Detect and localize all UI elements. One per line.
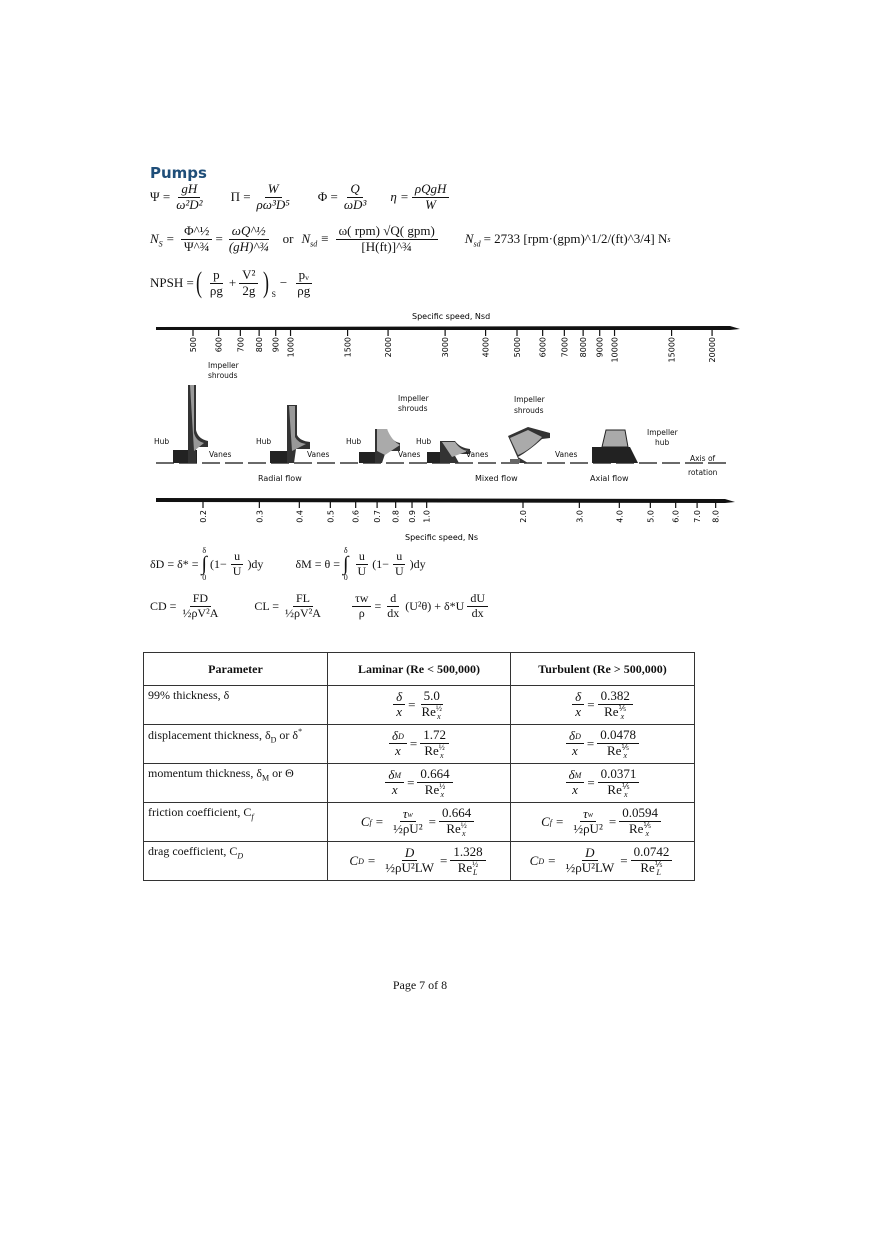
- text: (1−: [210, 556, 227, 571]
- header-parameter: Parameter: [144, 653, 328, 686]
- fraction: [619, 806, 661, 838]
- ns-tick-label: 0.5: [326, 510, 336, 523]
- u-over-U: [355, 550, 370, 579]
- nsd-tick-label: 9000: [595, 337, 605, 358]
- nsd-tick-label: 800: [255, 337, 265, 353]
- parameter-cell: [144, 725, 328, 764]
- math-term: D: [404, 844, 415, 860]
- math-term: Re ⅕ x: [604, 703, 627, 721]
- fraction: [597, 728, 639, 760]
- math-term: 0.382: [600, 688, 630, 704]
- equals: =: [166, 231, 175, 247]
- nsd-tick-label: 3000: [441, 337, 451, 358]
- displacement-lhs: δD = δ* =: [150, 556, 199, 571]
- fraction: [572, 690, 584, 721]
- num: p: [210, 268, 223, 284]
- fraction: [382, 846, 437, 877]
- npsh-equation: [150, 268, 316, 299]
- nsd-tick-label: 20000: [708, 337, 718, 363]
- fraction: [566, 729, 584, 760]
- table-row: [144, 803, 695, 842]
- math-term: Re ⅕ x: [606, 742, 630, 760]
- den: U: [232, 563, 242, 578]
- ns-fraction-2: [226, 224, 272, 255]
- parameter-text: or δ: [276, 728, 299, 742]
- num: FD: [190, 592, 211, 607]
- section-heading: Pumps: [150, 164, 207, 182]
- npsh-fraction-3: [294, 268, 313, 299]
- eta-fraction: [412, 182, 450, 213]
- math-term: ½ρU²LW: [565, 860, 615, 876]
- table-row: [144, 842, 695, 881]
- fraction: [566, 768, 585, 799]
- math-term: x: [391, 782, 398, 798]
- label-mixed-flow: Mixed flow: [475, 474, 518, 483]
- top-axis-title: Specific speed, Nsd: [412, 312, 491, 321]
- label-impeller-shrouds-3: Impeller: [514, 395, 545, 404]
- nsd-tick-label: 1500: [343, 337, 353, 358]
- label-impeller-shrouds-1b: shrouds: [208, 371, 238, 380]
- ns-symbol: [150, 231, 163, 249]
- math-term: x: [575, 704, 582, 720]
- radial-impeller-1: [173, 385, 208, 463]
- math-term: Re ⅕ x: [628, 820, 652, 838]
- math-term: 0.664: [441, 805, 472, 821]
- phi-lhs: Φ =: [317, 189, 338, 205]
- den: ½ρV²A: [182, 605, 219, 620]
- ns-tick-label: 0.7: [373, 510, 383, 523]
- pi-fraction: [254, 182, 293, 213]
- ns-base: N: [150, 230, 159, 246]
- den: dx: [471, 605, 484, 620]
- math-term: τ w: [402, 805, 413, 821]
- den: ω²D²: [176, 196, 203, 212]
- nsd-tick-label: 700: [236, 337, 246, 353]
- parameter-cell: [144, 803, 328, 842]
- int: ∫: [201, 553, 207, 576]
- num: d: [387, 592, 399, 607]
- math-term: Re ⅕ L: [640, 859, 663, 877]
- nsd-tick-label: 500: [189, 337, 198, 353]
- fraction: [389, 729, 407, 760]
- nsd-fraction: [336, 224, 438, 255]
- math-term: δ M: [388, 766, 402, 782]
- coefficient-equations: [150, 592, 491, 621]
- formula-cell: δ M x = 0.0371 Re ⅕ x: [511, 764, 695, 803]
- math-term: Re ½ x: [424, 742, 445, 760]
- math-term: 0.664: [420, 766, 450, 782]
- ns-tick-label: 0.3: [255, 510, 265, 523]
- momentum-lhs: δM = θ =: [295, 556, 341, 571]
- formula-cell: $\frac{\delta}{x}$ = 5.0 Re ½ x: [328, 686, 511, 725]
- math-term: C f: [360, 813, 372, 829]
- fraction: [420, 728, 449, 760]
- den: U: [357, 563, 367, 578]
- math-term: x: [572, 782, 578, 798]
- label-vanes-5: Vanes: [555, 450, 578, 459]
- nsd-tick-label: 900: [271, 337, 281, 353]
- den: Ψ^¾: [184, 238, 210, 254]
- nsd-tick-label: 15000: [667, 337, 677, 363]
- boundary-layer-table: [143, 652, 695, 881]
- parameter-text: f: [251, 812, 254, 822]
- thickness-integrals: [150, 546, 426, 582]
- math-term: 0.0742: [633, 844, 670, 860]
- math-term: ½ρU²: [393, 821, 423, 837]
- ns-sub: S: [158, 239, 163, 249]
- num: ωQ^½: [229, 224, 269, 240]
- parameter-text: D: [237, 851, 244, 861]
- ns-tick-label: 2.0: [519, 510, 528, 523]
- bottom-axis-title: Specific speed, Ns: [405, 533, 479, 542]
- cd-fraction: [179, 592, 221, 621]
- diagram-labels: [154, 361, 718, 483]
- fraction: [439, 806, 474, 838]
- table-row: [144, 725, 695, 764]
- math-term: Re ⅕ x: [607, 781, 630, 799]
- math-term: 5.0: [423, 688, 440, 704]
- label-vanes-4: Vanes: [466, 450, 489, 459]
- den: ωD³: [343, 196, 367, 212]
- num: ρQgH: [412, 182, 450, 198]
- label-hub-1: Hub: [154, 437, 170, 446]
- ns-tick-label: 6.0: [671, 510, 681, 523]
- num: Q: [347, 182, 362, 198]
- math-term: x: [572, 743, 578, 759]
- dU-over-dx: [467, 592, 488, 621]
- int: ∫: [343, 553, 349, 576]
- equiv: ≡: [321, 231, 329, 247]
- parameter-text: displacement thickness, δ: [148, 728, 271, 742]
- paren-open: (: [195, 266, 202, 300]
- den: U: [394, 563, 404, 578]
- den: ρg: [209, 282, 223, 298]
- fraction: [570, 807, 606, 838]
- fraction: [417, 767, 452, 799]
- nsd-base: N: [464, 230, 474, 246]
- ns-tick-label: 8.0: [711, 510, 721, 523]
- math-term: ½ρU²: [573, 821, 603, 837]
- label-impeller-shrouds-3b: shrouds: [514, 406, 544, 415]
- den: ρg: [297, 282, 311, 298]
- nsd-tick-label: 1000: [286, 337, 296, 358]
- label-axis-of-rotation: Axis of: [690, 454, 716, 463]
- ns-tick-label: 7.0: [693, 510, 703, 523]
- nsd-tick-label: 4000: [481, 337, 491, 358]
- nsd-tick-label: 6000: [538, 337, 548, 358]
- upper: δ: [202, 546, 207, 555]
- plus: +: [228, 275, 237, 291]
- paren-close: ): [263, 266, 270, 300]
- nsd-symbol: [301, 231, 317, 249]
- nsd-tick-label: 600: [214, 337, 224, 353]
- nsd-conversion: = 2733 [rpm·(gpm)^1/2/(ft)^3/4] N: [483, 231, 668, 247]
- label-impeller-shrouds-2b: shrouds: [398, 404, 428, 413]
- math-term: ½ρU²LW: [385, 860, 434, 876]
- specific-speed-equation: [150, 224, 671, 255]
- math-term: Re ½ x: [424, 781, 446, 799]
- text: (1−: [372, 556, 389, 571]
- formula-cell: C D = $\frac{D}{\text{½ρU²LW}}$ = 0.0742 Re ⅕ L: [511, 842, 695, 881]
- den: ρ: [358, 605, 365, 620]
- math-term: δ D: [392, 727, 404, 743]
- formula-cell: C f = τ w ½ρU² = 0.664 Re ½ x: [328, 803, 511, 842]
- pi-lhs: Π =: [230, 189, 251, 205]
- den: W: [425, 196, 437, 212]
- cl-lhs: CL =: [254, 598, 280, 613]
- bottom-axis-ticks: [199, 502, 721, 523]
- num: FL: [293, 592, 313, 607]
- lower: 0: [202, 573, 207, 583]
- ns-tick-label: 1.0: [422, 510, 432, 523]
- header-turbulent: Turbulent (Re > 500,000): [511, 653, 695, 686]
- math-term: δ D: [569, 727, 581, 743]
- math-term: Re ½ x: [421, 703, 442, 721]
- ns-tick-label: 5.0: [646, 510, 656, 523]
- text: )dy: [247, 556, 264, 571]
- fraction: [418, 689, 444, 721]
- nsd-tick-label: 7000: [560, 337, 570, 358]
- tau-over-rho: [352, 592, 372, 621]
- top-axis-ticks: [189, 330, 717, 362]
- nsd-tick-label: 10000: [610, 337, 620, 363]
- ns-tick-label: 0.2: [199, 510, 208, 523]
- npsh-sub: S: [271, 289, 276, 299]
- text: )dy: [409, 556, 426, 571]
- fraction: [390, 807, 426, 838]
- math-term: C f: [541, 813, 552, 829]
- header-laminar: Laminar (Re < 500,000): [328, 653, 511, 686]
- math-term: D: [585, 844, 595, 860]
- formula-cell: δ M x = 0.664 Re ½ x: [328, 764, 511, 803]
- nsd-symbol-2: [465, 231, 481, 249]
- parameter-cell: [144, 686, 328, 725]
- fraction: [562, 846, 617, 877]
- nsd-base: N: [301, 230, 311, 246]
- axial-impeller: [592, 430, 638, 463]
- ns-tick-label: 0.8: [391, 510, 401, 523]
- npsh-lhs: NPSH =: [150, 275, 194, 291]
- parameter-text: friction coefficient, C: [148, 805, 252, 819]
- integral-sign: [202, 546, 207, 582]
- den: (gH)^¾: [228, 238, 269, 254]
- math-term: Re ½ x: [446, 820, 467, 838]
- top-axis-line: [156, 326, 740, 330]
- ns-tick-label: 0.6: [351, 510, 361, 523]
- cl-fraction: [282, 592, 324, 621]
- fraction: [598, 689, 633, 721]
- math-term: δ M: [568, 766, 582, 782]
- nsd-tick-label: 8000: [579, 337, 589, 358]
- integral-sign: [343, 546, 348, 582]
- num: W: [265, 182, 282, 198]
- fraction: [385, 768, 404, 799]
- fraction: [393, 690, 405, 721]
- npsh-fraction-2: [239, 268, 258, 299]
- label-hub-2: Hub: [256, 437, 272, 446]
- formula-cell: $\frac{\delta}{x}$ = 0.382 Re ⅕ x: [511, 686, 695, 725]
- math-term: τ w: [583, 805, 594, 821]
- num: gH: [178, 182, 200, 198]
- eta-lhs: η =: [390, 189, 409, 205]
- page-number: Page 7 of 8: [392, 978, 448, 992]
- ns-tick-label: 0.9: [408, 510, 418, 523]
- math-term: 1.328: [453, 844, 483, 860]
- conv-sub: s: [667, 234, 671, 244]
- u-over-U: [392, 550, 407, 579]
- math-term: δ: [575, 688, 582, 704]
- u-over-U: [230, 550, 245, 579]
- nsd-tick-label: 2000: [384, 337, 394, 358]
- label-vanes-2: Vanes: [307, 450, 330, 459]
- table-row: [144, 764, 695, 803]
- fraction: [631, 845, 673, 877]
- den: ½ρV²A: [285, 605, 321, 620]
- label-impeller-shrouds-1: Impeller: [208, 361, 239, 370]
- bottom-axis-line: [156, 498, 735, 503]
- equals: =: [374, 598, 382, 613]
- math-term: C D: [349, 852, 364, 868]
- table-row: [144, 686, 695, 725]
- parameter-cell: [144, 842, 328, 881]
- label-axis-of-rotation-b: rotation: [688, 468, 718, 477]
- radial-impeller-2: [270, 405, 310, 463]
- ns-tick-label: 4.0: [615, 510, 625, 523]
- phi-fraction: [341, 182, 369, 213]
- formula-cell: δ D x = 1.72 Re ½ x: [328, 725, 511, 764]
- psi-fraction: [173, 182, 205, 213]
- d-over-dx: [384, 592, 402, 621]
- parameter-cell: [144, 764, 328, 803]
- math-term: δ: [396, 688, 403, 704]
- label-axial-flow: Axial flow: [590, 474, 629, 483]
- num: u: [231, 550, 243, 565]
- minus: −: [279, 275, 288, 291]
- ns-tick-label: 3.0: [575, 510, 585, 523]
- fraction: [598, 767, 640, 799]
- num: τw: [352, 592, 372, 607]
- mixed-impeller-2: [427, 441, 470, 463]
- label-impeller-shrouds-2: Impeller: [398, 394, 429, 403]
- label-impeller-hub-b: hub: [655, 438, 670, 447]
- formula-cell: C f = τ w ½ρU² = 0.0594 Re ⅕ x: [511, 803, 695, 842]
- parameter-text: 99% thickness, δ: [148, 688, 230, 702]
- parameter-text: M: [261, 773, 270, 783]
- mixed-impeller-3: [508, 427, 550, 463]
- label-hub-3: Hub: [346, 437, 362, 446]
- den: 2g: [242, 282, 256, 298]
- specific-speed-diagram: [150, 305, 750, 545]
- num: V²: [239, 268, 258, 284]
- math-term: 0.0478: [600, 727, 636, 743]
- upper: δ: [343, 546, 348, 555]
- num: u: [393, 550, 405, 565]
- label-impeller-hub: Impeller: [647, 428, 678, 437]
- lower: 0: [343, 573, 348, 583]
- parameter-text: or Θ: [269, 766, 294, 780]
- ns-tick-label: 0.4: [295, 510, 305, 523]
- num: dU: [467, 592, 488, 607]
- math-term: 0.0371: [600, 766, 637, 782]
- label-vanes-3: Vanes: [398, 450, 421, 459]
- math-term: C D: [529, 852, 545, 868]
- parameter-text: drag coefficient, C: [148, 844, 238, 858]
- nsd-sub: sd: [310, 239, 318, 249]
- label-radial-flow: Radial flow: [258, 474, 302, 483]
- parameter-text: *: [298, 727, 303, 736]
- fraction: [450, 845, 485, 877]
- text: (U²θ) + δ*U: [405, 598, 465, 613]
- num: ω( rpm) √Q( gpm): [336, 224, 438, 240]
- math-term: Re ½ L: [457, 859, 479, 877]
- psi-lhs: Ψ =: [150, 189, 171, 205]
- math-term: 1.72: [423, 727, 446, 743]
- or-text: or: [282, 231, 294, 247]
- formula-cell: δ D x = 0.0478 Re ⅕ x: [511, 725, 695, 764]
- cd-lhs: CD =: [150, 598, 177, 613]
- num: pᵥ: [296, 268, 312, 284]
- math-term: 0.0594: [622, 805, 658, 821]
- formula-cell: C D = $\frac{D}{\text{½ρU²LW}}$ = 1.328 Re ½ L: [328, 842, 511, 881]
- nsd-sub: sd: [473, 239, 481, 249]
- num: u: [356, 550, 368, 565]
- parameter-text: momentum thickness, δ: [148, 766, 262, 780]
- math-term: x: [395, 743, 401, 759]
- npsh-fraction-1: [207, 268, 226, 299]
- equals: =: [215, 231, 223, 247]
- num: Φ^½: [181, 224, 212, 240]
- label-vanes-1: Vanes: [209, 450, 232, 459]
- mixed-impeller-1: [359, 429, 400, 463]
- math-term: x: [396, 704, 402, 720]
- den: [H(ft)]^¾: [361, 238, 412, 254]
- den: ρω³D⁵: [256, 196, 290, 212]
- nsd-tick-label: 5000: [513, 337, 522, 358]
- ns-fraction-1: [181, 224, 212, 255]
- den: dx: [387, 605, 400, 620]
- parameter-text: D: [270, 735, 277, 745]
- label-hub-4: Hub: [416, 437, 432, 446]
- dimensionless-groups: [150, 182, 452, 213]
